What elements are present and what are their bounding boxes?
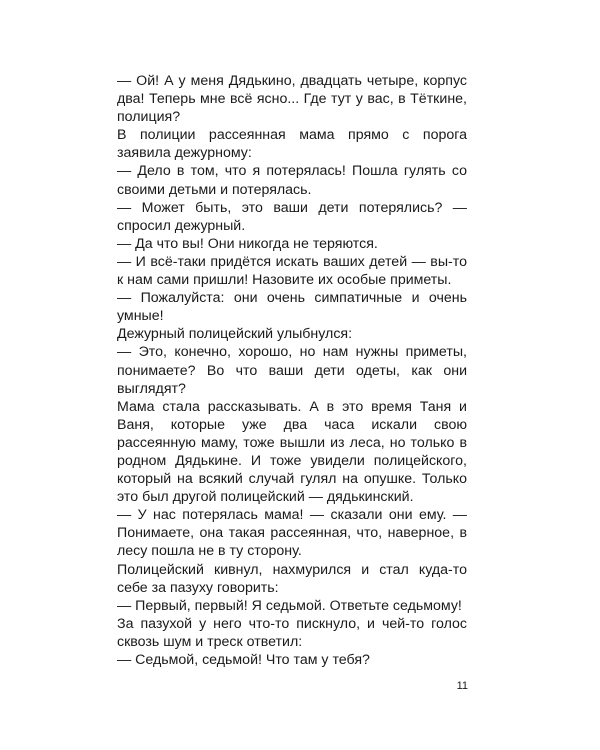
body-text xyxy=(117,72,467,669)
paragraph: — Ой! А у меня Дядькино, двадцать четыре, корпус два! Теперь мне всё ясно... Где тут у вас, в Тёткине, полиция? xyxy=(117,73,467,126)
paragraph: Мама стала рассказывать. А в это время Таня и Ваня, которые уже два часа искали свою рассеянную маму, тоже вышли из леса, но только в родном Дядькине. И тоже увидели полицейского, который на всякий случай гулял на опушке. Только это был другой полицейский — дядькинский. xyxy=(117,398,467,506)
paragraph: — Это, конечно, хорошо, но нам нужны приметы, понимаете? Во что ваши дети одеты, как они выглядят? xyxy=(117,344,467,397)
paragraph: — Дело в том, что я потерялась! Пошла гулять со своими детьми и потерялась. xyxy=(117,163,467,198)
paragraph: В полиции рассеянная мама прямо с порога заявила дежурному: xyxy=(117,127,467,162)
page-number: 11 xyxy=(456,680,468,692)
paragraph: — Может быть, это ваши дети потерялись? — спросил дежурный. xyxy=(117,199,467,234)
paragraph: За пазухой у него что-то пискнуло, и чей-то голос сквозь шум и треск ответил: xyxy=(117,615,467,650)
paragraph: Полицейский кивнул, нахмурился и стал куда-то себе за пазуху говорить: xyxy=(117,561,467,596)
paragraph: — Первый, первый! Я седьмой. Ответьте седьмому! xyxy=(117,597,462,614)
paragraph: — И всё-таки придётся искать ваших детей — вы-то к нам сами пришли! Назовите их особые приметы. xyxy=(117,253,467,289)
paragraph: Дежурный полицейский улыбнулся: xyxy=(117,326,353,343)
paragraph: — Пожалуйста: они очень симпатичные и очень умные! xyxy=(117,290,467,325)
paragraph: — Седьмой, седьмой! Что там у тебя? xyxy=(117,652,370,668)
paragraph: — Да что вы! Они никогда не теряются. xyxy=(117,235,378,252)
paragraph: — У нас потерялась мама! — сказали они ему. — Понимаете, она такая рассеянная, что, наверное, в лесу пошла не в ту сторону. xyxy=(117,507,467,560)
